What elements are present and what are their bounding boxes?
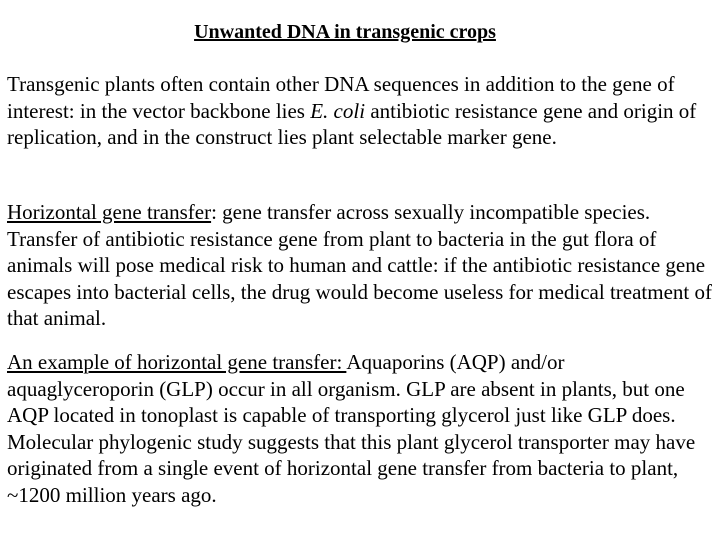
paragraph-text: Aquaporins (AQP) and/or aquaglyceroporin (GLP) occur in all organism. GLP are absent in plants, but one AQP located in tonoplast is capable of transporting glycerol just like GLP does. Molecular phylogenic study suggests that this plant glycerol transporter may have originated from a single event of horizontal gene transfer from bacteria to plant, ~1200 million years ago.: [7, 350, 696, 507]
underlined-heading: Horizontal gene transfer: [7, 200, 212, 224]
page-title: Unwanted DNA in transgenic crops: [194, 21, 496, 43]
paragraph-transgenic-dna: [7, 71, 713, 151]
paragraph-horizontal-gene-transfer: [7, 199, 713, 332]
italic-species-name: E. coli: [310, 98, 366, 123]
paragraph-text: antibiotic resistance gene and origin of replication, and in the construct lies plant selectable marker gene.: [7, 98, 697, 149]
paragraph-text: : gene transfer across sexually incompatible species. Transfer of antibiotic resistance gene from plant to bacteria in the gut flora of animals will pose medical risk to human and cattle: if the antibiotic resistance gene escapes into bacterial cells, the drug would become useless for medical treatment of that animal.: [7, 200, 712, 330]
paragraph-text: Transgenic plants often contain other DNA sequences in addition to the gene of interest: in the vector backbone lies: [7, 72, 675, 123]
paragraph-example: [7, 349, 713, 508]
underlined-heading: An example of horizontal gene transfer:: [7, 350, 347, 374]
